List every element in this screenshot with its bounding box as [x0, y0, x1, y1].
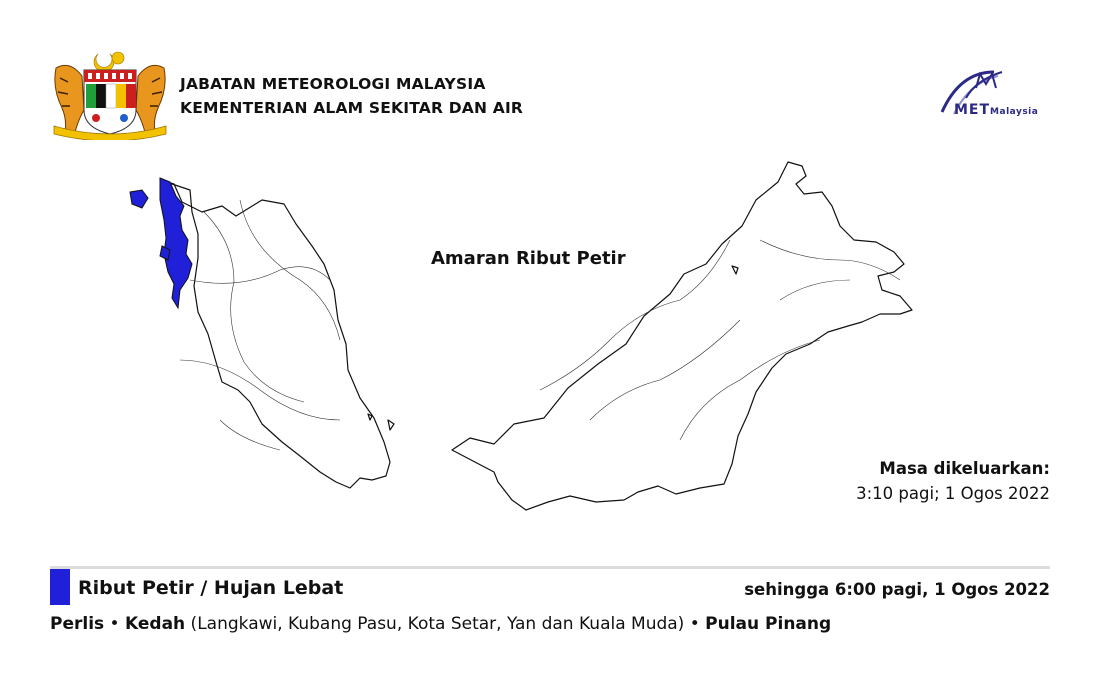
- area-kedah-detail: (Langkawi, Kubang Pasu, Kota Setar, Yan dan Kuala Muda): [185, 614, 685, 634]
- issued-label: Masa dikeluarkan:: [879, 459, 1050, 478]
- langkawi-warning-area: [130, 190, 148, 208]
- area-kedah: Kedah: [125, 614, 186, 634]
- peninsular-malaysia: [160, 180, 390, 488]
- issued-value: 3:10 pagi; 1 Ogos 2022: [856, 484, 1050, 503]
- warning-type: Ribut Petir / Hujan Lebat: [78, 577, 344, 599]
- affected-areas: Perlis • Kedah (Langkawi, Kubang Pasu, Kota Setar, Yan dan Kuala Muda) • Pulau Pinang: [50, 614, 832, 634]
- organization-name: JABATAN METEOROLOGI MALAYSIA: [180, 75, 486, 93]
- warning-color-swatch: [50, 569, 70, 605]
- malaysia-map: [120, 160, 980, 520]
- valid-until: sehingga 6:00 pagi, 1 Ogos 2022: [744, 580, 1050, 599]
- area-pulau-pinang: Pulau Pinang: [705, 614, 832, 634]
- map-title: Amaran Ribut Petir: [431, 248, 626, 269]
- tioman-island: [388, 420, 394, 430]
- area-perlis: Perlis: [50, 614, 105, 634]
- coat-of-arms-icon: [50, 48, 170, 140]
- sarawak-sabah: [452, 162, 912, 510]
- ministry-name: KEMENTERIAN ALAM SEKITAR DAN AIR: [180, 99, 524, 117]
- divider: [50, 566, 1050, 569]
- issued-time-block: [856, 456, 1050, 506]
- metmalaysia-logo-text: METMalaysia: [954, 102, 1039, 118]
